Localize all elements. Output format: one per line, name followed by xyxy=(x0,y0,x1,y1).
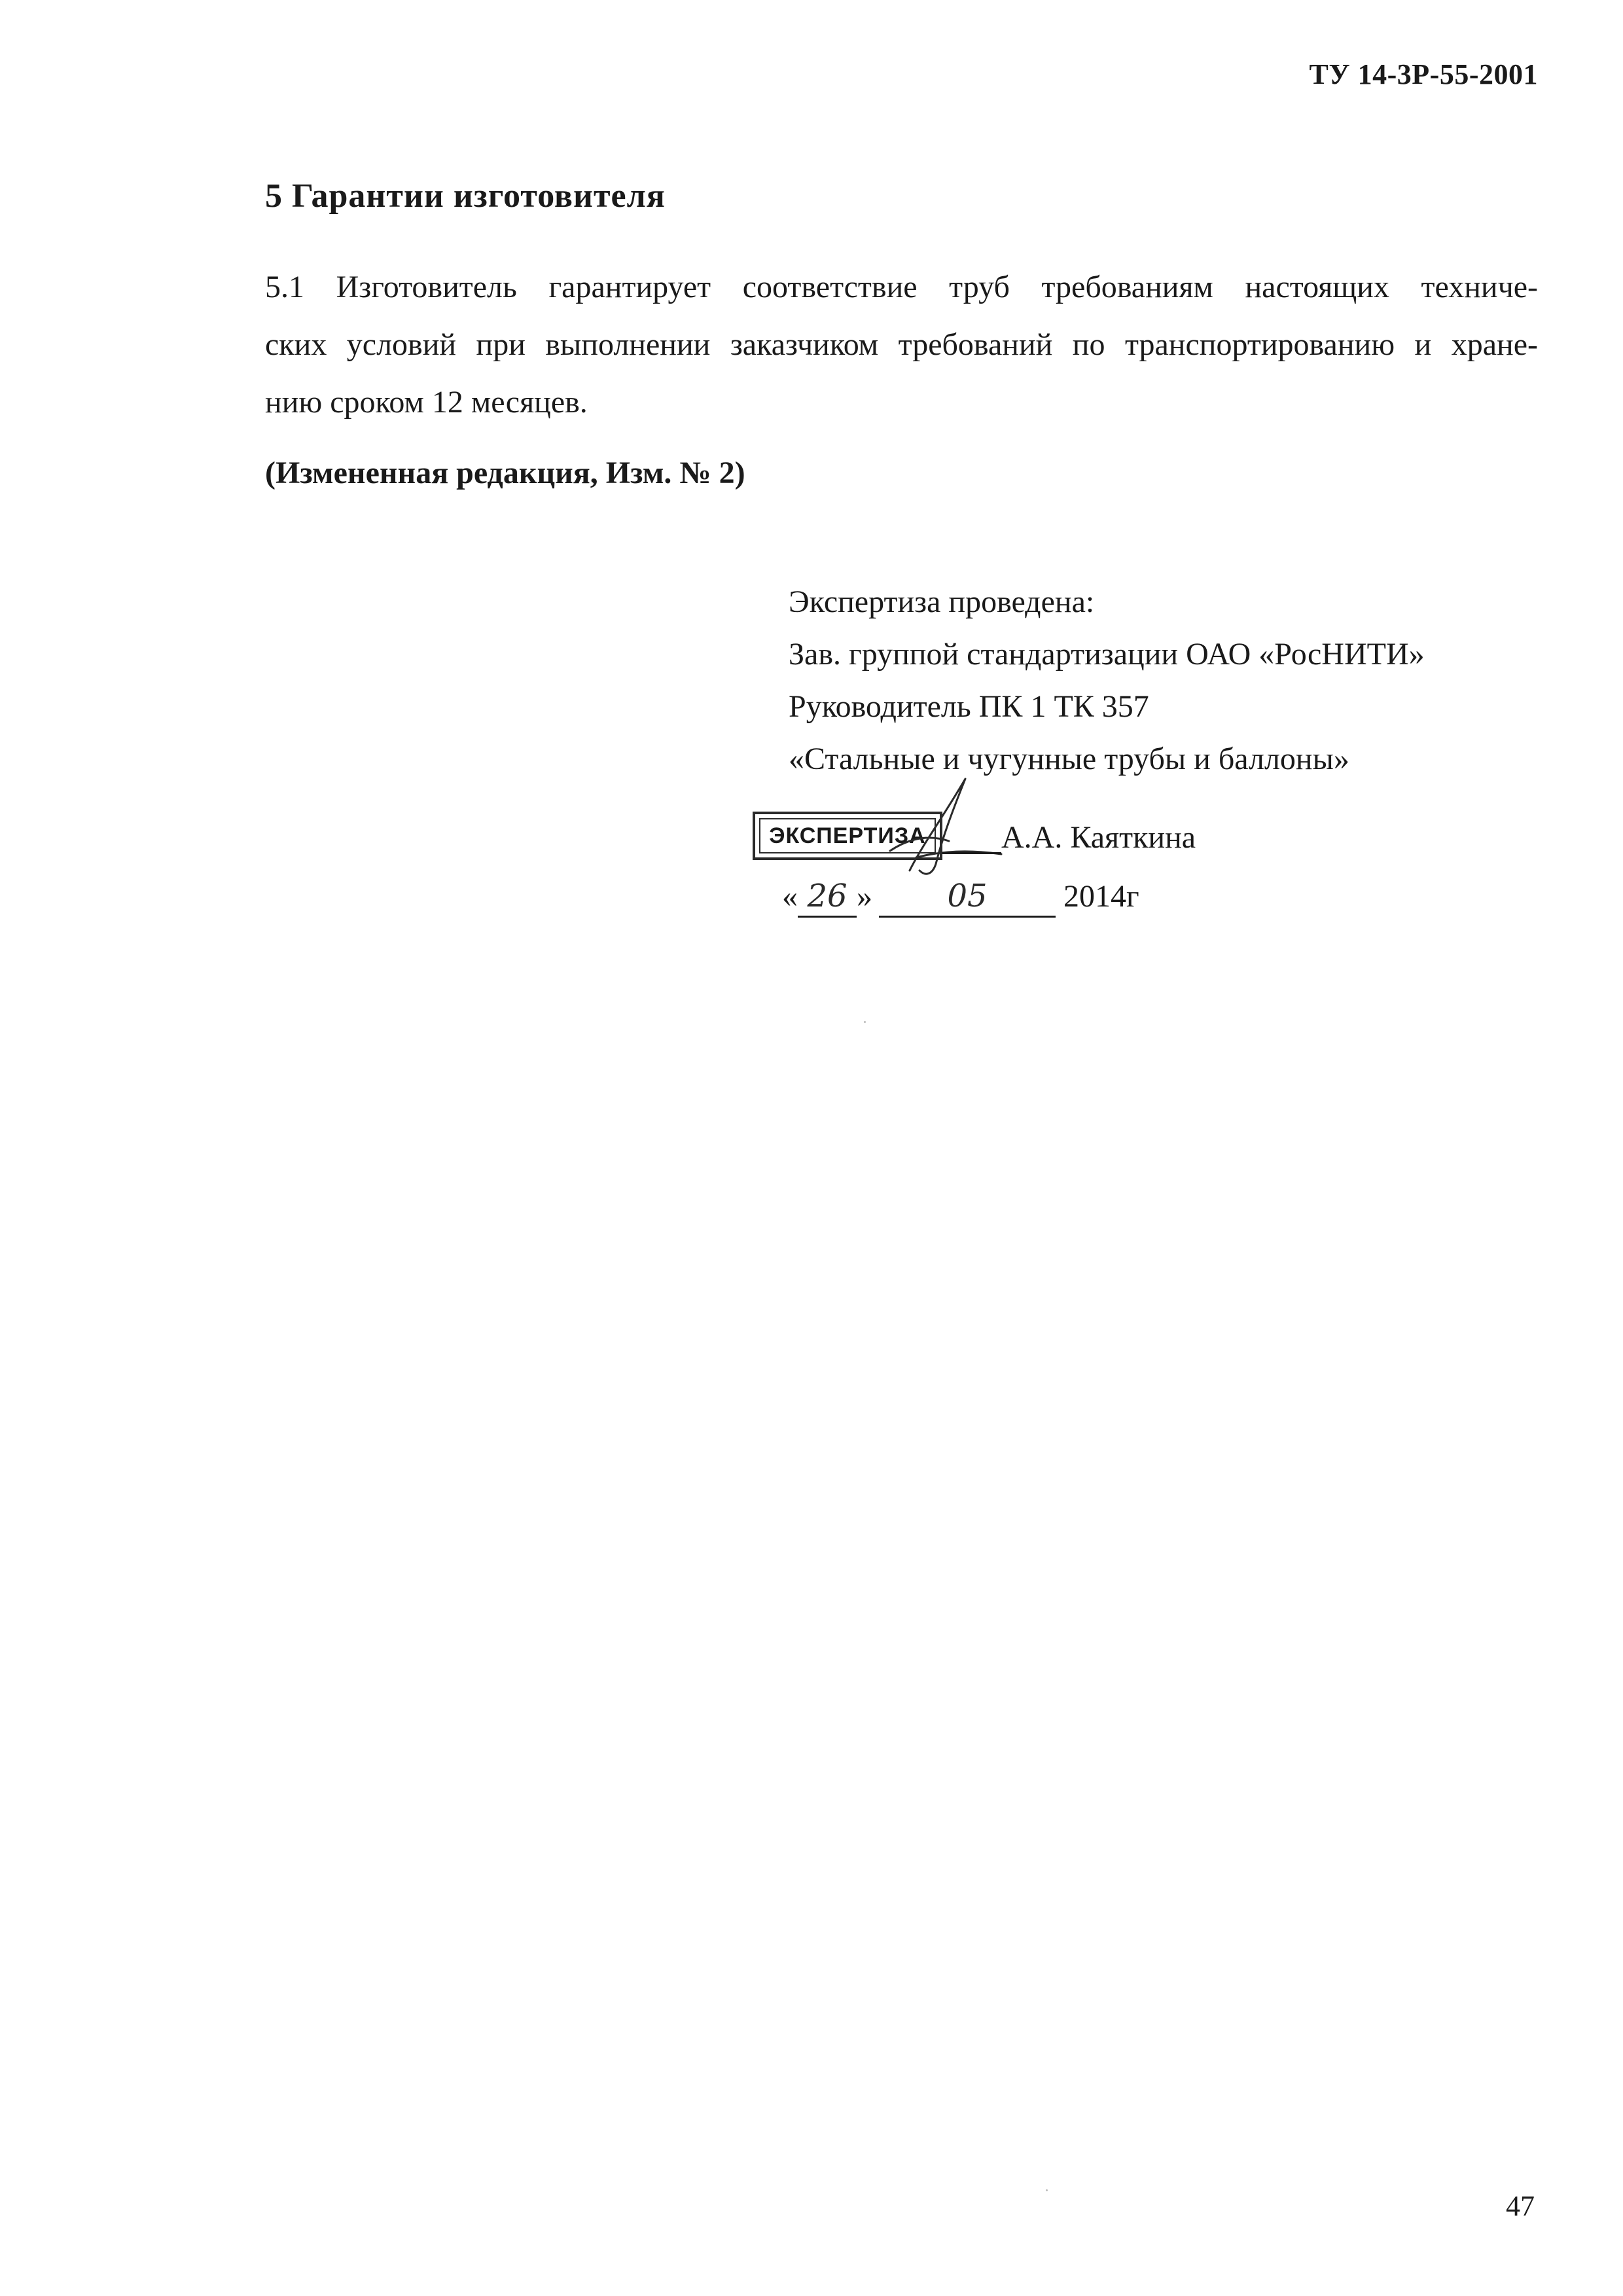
signature-date xyxy=(782,870,1139,923)
date-day: 26 xyxy=(798,876,857,918)
signature-line xyxy=(942,852,1001,854)
paragraph-line: 5.1 Изготовитель гарантирует соответствие труб требованиям настоящих техниче- xyxy=(265,270,1538,304)
guarantee-paragraph xyxy=(265,259,1538,431)
document-code: ТУ 14-3Р-55-2001 xyxy=(1309,58,1538,90)
section-heading: 5 Гарантии изготовителя xyxy=(265,177,666,215)
date-month: 05 xyxy=(879,876,1056,918)
expertise-line: Экспертиза проведена: xyxy=(789,584,1095,619)
paragraph-line: ских условий при выполнении заказчиком требований по транспортированию и хране- xyxy=(265,327,1538,362)
expertise-stamp: ЭКСПЕРТИЗА xyxy=(753,812,942,860)
date-close-quote: » xyxy=(857,879,872,914)
expertise-line: «Стальные и чугунные трубы и баллоны» xyxy=(789,742,1349,776)
scan-speck xyxy=(1046,2189,1048,2191)
page-number: 47 xyxy=(1506,2190,1535,2222)
paragraph-line: нию сроком 12 месяцев. xyxy=(265,385,588,420)
expertise-line: Руководитель ПК 1 ТК 357 xyxy=(789,689,1149,724)
amendment-note: (Измененная редакция, Изм. № 2) xyxy=(265,456,745,490)
date-year: 2014г xyxy=(1063,879,1139,914)
scan-speck xyxy=(864,1021,866,1023)
date-open-quote: « xyxy=(782,879,798,914)
expertise-line: Зав. группой стандартизации ОАО «РосНИТИ» xyxy=(789,637,1425,672)
expertise-block xyxy=(789,576,1425,785)
signer-name: А.А. Каяткина xyxy=(1001,820,1196,855)
